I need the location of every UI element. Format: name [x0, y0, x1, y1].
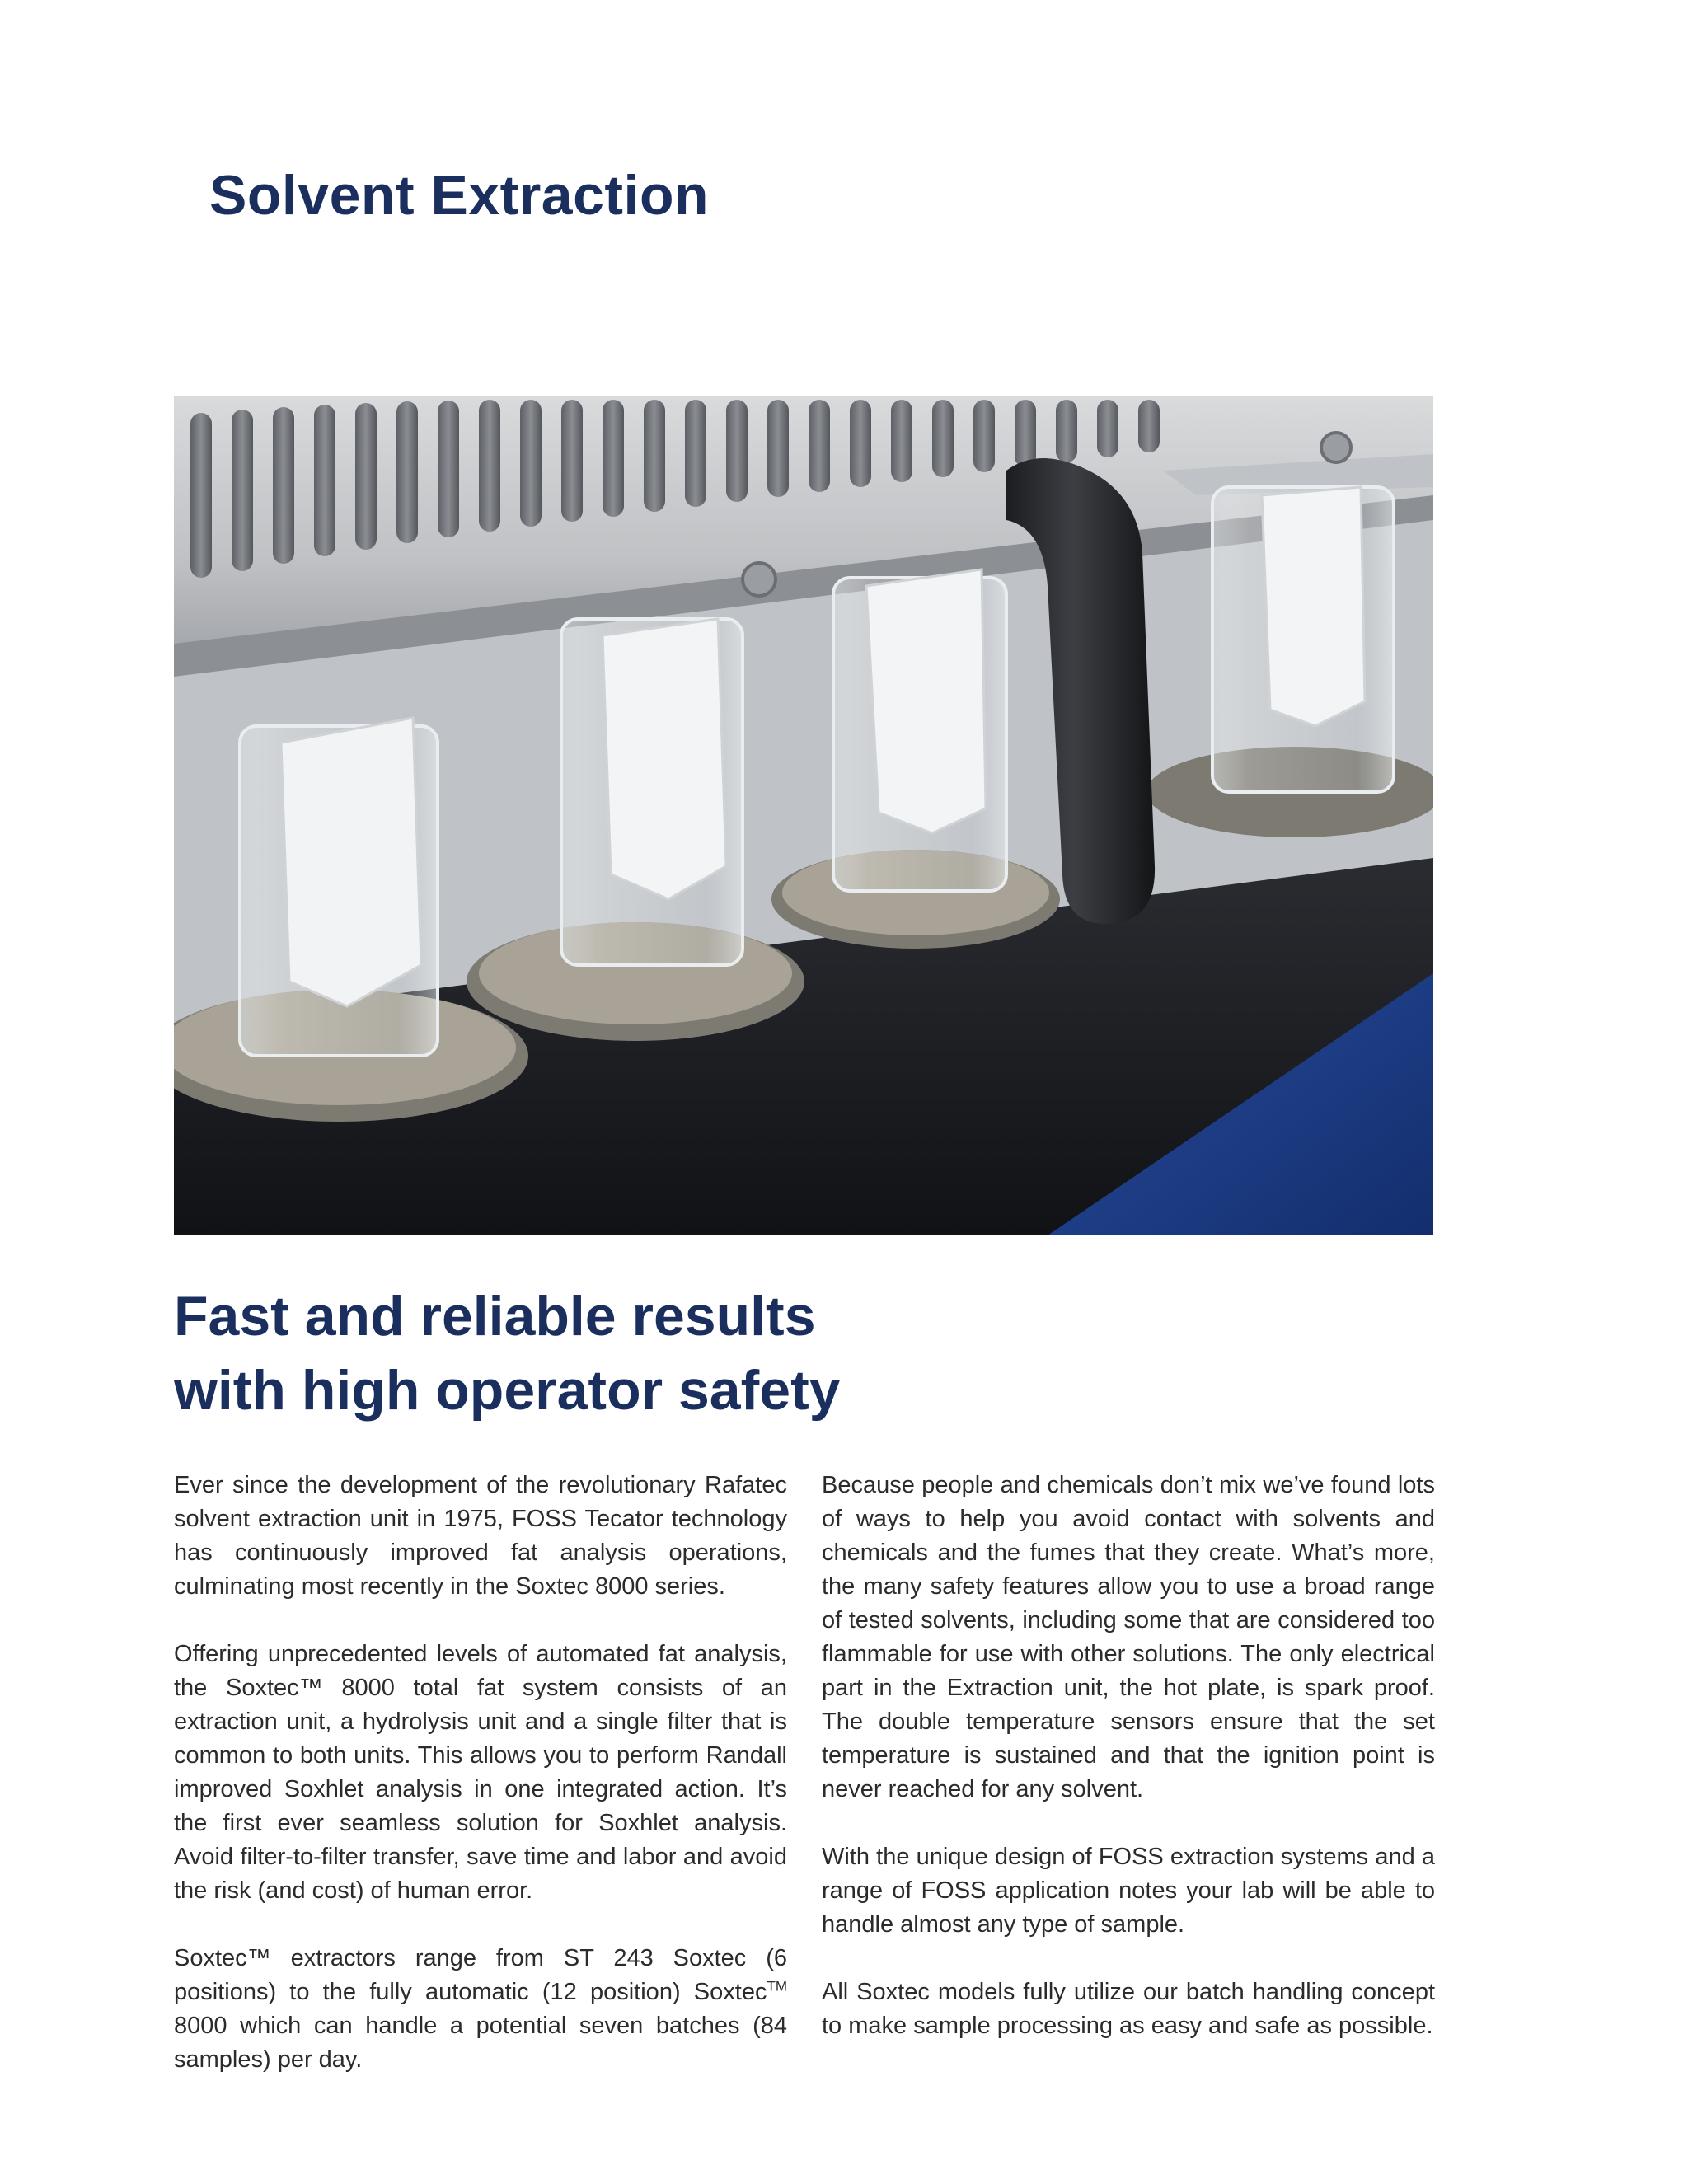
headline: [174, 1279, 841, 1427]
right-paragraph-3: All Soxtec models fully utilize our batch handling concept to make sample processing as easy and safe as possible.: [822, 1979, 1435, 2039]
left-paragraph-1: Ever since the development of the revolutionary Rafatec solvent extraction unit in 1975, FOSS Tecator technology has continuously improved fat analysis operations, culminating most recently in the Soxtec 8000 series.: [174, 1472, 787, 1600]
headline-line-2: with high operator safety: [174, 1359, 841, 1422]
right-paragraph-1: Because people and chemicals don’t mix we’ve found lots of ways to help you avoid contact with solvents and chemicals and the fumes that they create. What’s more, the many safety features allow you to use a broad range of tested solvents, including some that are considered too flammable for use with other solutions. The only electrical part in the Extraction unit, the hot plate, is spark proof. The double temperature sensors ensure that the set temperature is sustained and that the ignition point is never reached for any solvent.: [822, 1472, 1435, 1802]
left-paragraph-2: Offering unprecedented levels of automated fat analysis, the Soxtec™ 8000 total fat system consists of an extraction unit, a hydrolysis unit and a single filter that is common to both units. This allows you to perform Randall improved Soxhlet analysis in one integrated action. It’s the first ever seamless solution for Soxhlet analysis. Avoid filter-to-filter transfer, save time and labor and avoid the risk (and cost) of human error.: [174, 1641, 787, 1904]
headline-line-1: Fast and reliable results: [174, 1285, 816, 1347]
soxtec-extraction-unit-illustration: [174, 396, 1433, 1235]
left-paragraph-3: [174, 1942, 787, 2077]
product-photo: [174, 396, 1433, 1235]
left-paragraph-3-start: Soxtec™ extractors range from ST 243 Soxtec (6 positions) to the fully automatic (12 position) Soxtec: [174, 1945, 787, 2005]
section-title: Solvent Extraction: [209, 164, 710, 227]
body-column-right: [822, 1469, 1435, 2043]
body-column-left: [174, 1469, 787, 2077]
right-paragraph-2: With the unique design of FOSS extraction systems and a range of FOSS application notes your lab will be able to handle almost any type of sample.: [822, 1844, 1435, 1938]
trademark-superscript: TM: [767, 1978, 787, 1994]
left-paragraph-3-end: 8000 which can handle a potential seven batches (84 samples) per day.: [174, 2013, 787, 2073]
